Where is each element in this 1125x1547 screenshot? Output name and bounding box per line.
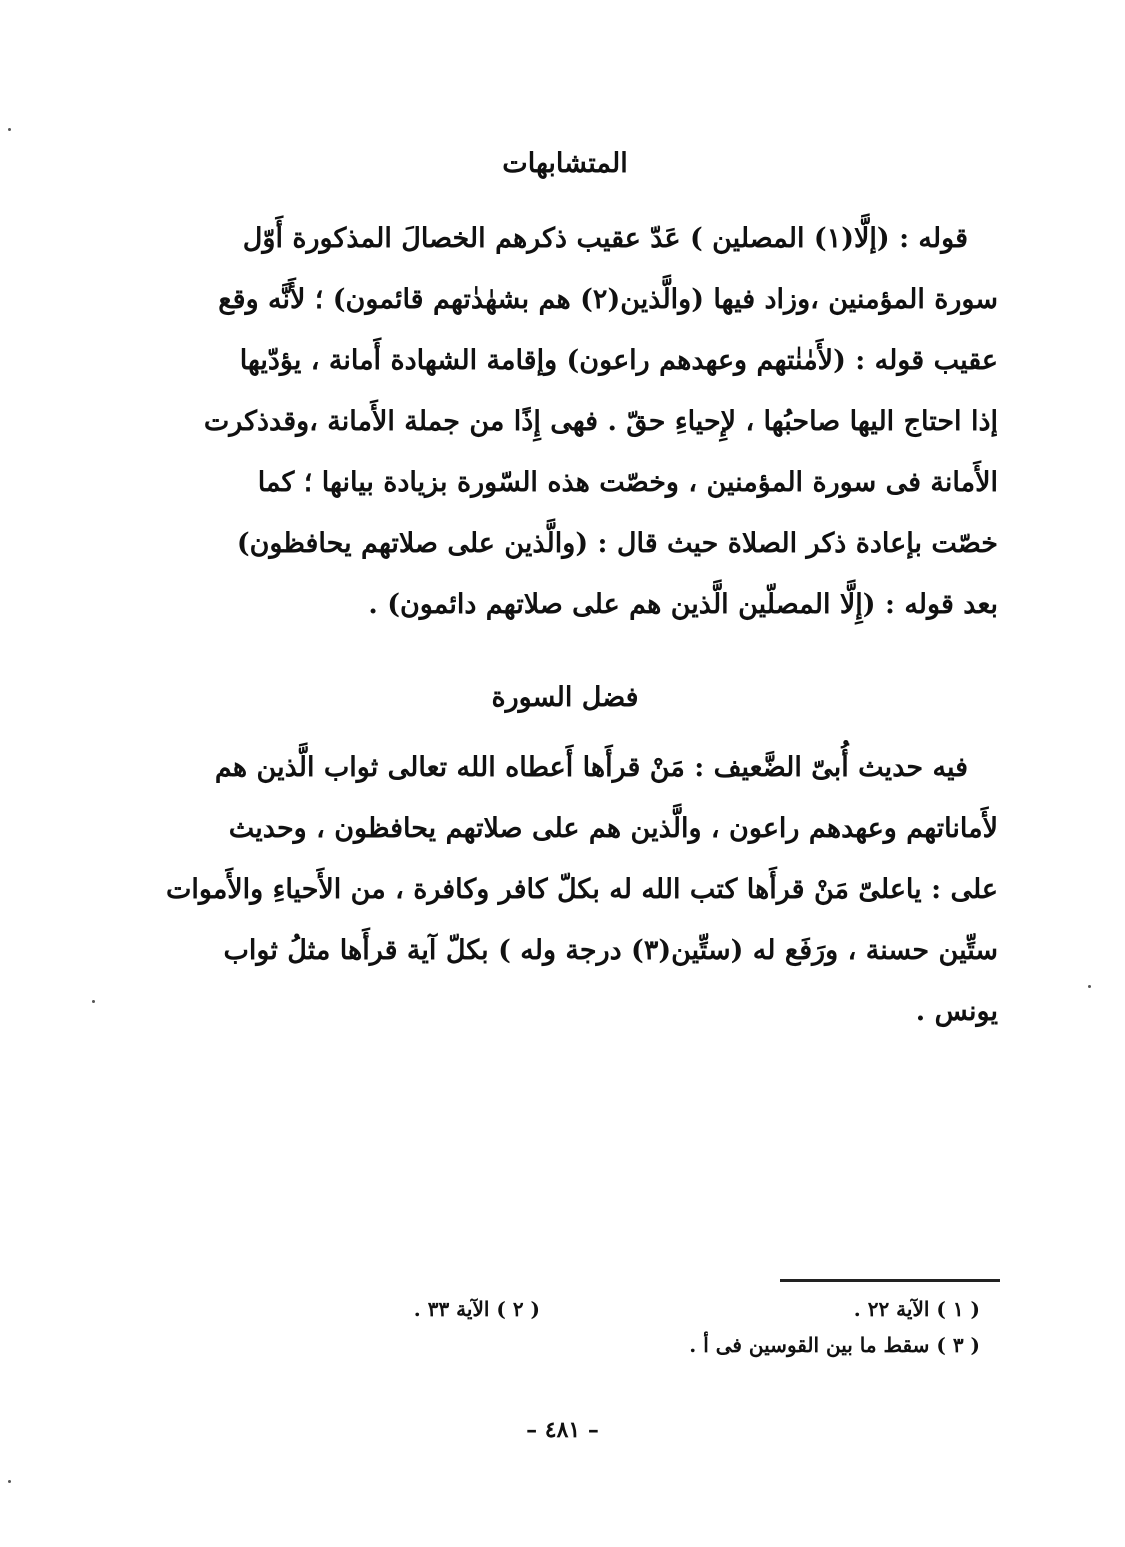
scan-speck (8, 128, 11, 131)
footnote-divider (780, 1279, 1000, 1282)
text-line: عقيب قوله : (لأَمٰنٰتهم وعهدهم راعون) وإقامة الشهادة أَمانة ، يؤدّيها (239, 345, 998, 376)
text-line: بعد قوله : (إِلَّا المصلّين الَّذين هم على صلاتهم دائمون) . (368, 589, 998, 620)
section-heading-mutashabihat: المتشابهات (502, 148, 628, 179)
text-line: الأَمانة فى سورة المؤمنين ، وخصّت هذه السّورة بزيادة بيانها ؛ كما (257, 467, 998, 498)
text-line: سورة المؤمنين ،وزاد فيها (والَّذين(٢) هم بشهٰدٰتهم قائمون) ؛ لأَنَّه وقع (218, 284, 998, 315)
text-line: على : ياعلىّ مَنْ قرأَها كتب الله له بكلّ كافر وكافرة ، من الأَحياءِ والأَموات (165, 874, 998, 905)
text-line: قوله : (إلَّا(١) المصلين ) عَدّ عقيب ذكرهم الخصالَ المذكورة أَوّل (242, 223, 968, 254)
text-line: ستِّين حسنة ، ورَفَع له (ستِّين(٣) درجة وله ) بكلّ آية قرأَها مثلُ ثواب (223, 935, 998, 966)
scan-speck (1088, 985, 1091, 988)
text-line: فيه حديث أُبىّ الضَّعيف : مَنْ قرأَها أَعطاه الله تعالى ثواب الَّذين هم (214, 752, 968, 783)
scan-speck (92, 1000, 95, 1003)
scan-speck (8, 1480, 11, 1483)
footnote-3: ( ٣ ) سقط ما بين القوسين فى أ . (689, 1333, 980, 1357)
section-heading-fadl-al-sura: فضل السورة (491, 682, 639, 713)
text-line: خصّت بإعادة ذكر الصلاة حيث قال : (والَّذين على صلاتهم يحافظون) (236, 528, 998, 559)
paragraph-fadl-al-sura (130, 737, 998, 1042)
page-number: – ٤٨١ – (526, 1417, 599, 1443)
text-line: يونس . (915, 996, 998, 1027)
paragraph-mutashabihat (130, 208, 998, 635)
text-line: لأَماناتهم وعهدهم راعون ، والَّذين هم على صلاتهم يحافظون ، وحديث (228, 813, 998, 844)
footnote-1: ( ١ ) الآية ٢٢ . (853, 1297, 980, 1321)
footnote-2: ( ٢ ) الآية ٣٣ . (413, 1297, 540, 1321)
text-line: إذا احتاج اليها صاحبُها ، لإِحياءِ حقّ . فهى إِذًا من جملة الأَمانة ،وقدذكرت (203, 406, 998, 437)
